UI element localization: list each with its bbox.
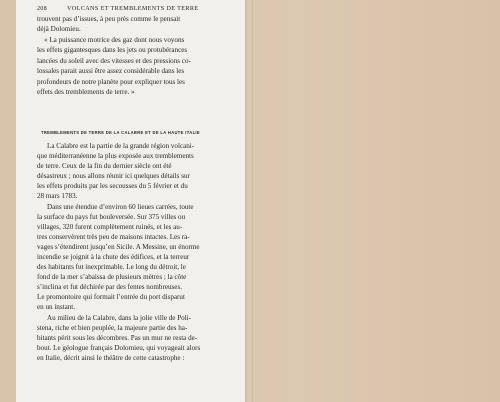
paragraph-line: 28 mars 1783. bbox=[37, 192, 78, 200]
text-line: profondeurs de notre planète pour expliquer tous les bbox=[37, 78, 185, 86]
paragraph-line: Dans une étendue d’environ 60 lieues carrées, toute bbox=[47, 203, 194, 211]
paragraph-line: s’inclina et fut déchirée par des fentes nombreuses. bbox=[37, 283, 182, 291]
running-title: VOLCANS ET TREMBLEMENTS DE TERRE bbox=[67, 5, 199, 12]
paragraph-line: que méditerranéenne la plus exposée aux tremblements bbox=[37, 152, 194, 160]
paragraph-line: incendie se joignit à la chute des édifices, et la terreur bbox=[37, 253, 190, 261]
paragraph-line: désastreux ; nous allons réunir ici quelques détails sur bbox=[37, 172, 190, 180]
paragraph-line: vages s’étendirent jusqu’en Sicile. A Messine, un énorme bbox=[37, 243, 200, 251]
text-line: lossales parait aussi être assez considérable dans les bbox=[37, 67, 185, 75]
section-heading: TREMBLEMENTS DE TERRE DE LA CALABRE ET DE LA HAUTE ITALIE bbox=[41, 130, 200, 135]
paragraph-line: bitants périt sous les décombres. Pas un mur ne resta de- bbox=[37, 334, 198, 342]
text-line: « La puissance motrice des gaz dont nous voyons bbox=[44, 36, 185, 44]
paragraph-line: de terre. Ceux de la fin du dernier siècle ont été bbox=[37, 162, 172, 170]
paragraph-line: villages, 320 furent complètement ruinés, et les au- bbox=[37, 223, 183, 231]
page-number: 208 bbox=[37, 5, 47, 12]
scan-edge bbox=[252, 0, 253, 402]
text-line: trouvent pas d’issues, à peu près comme le pensait bbox=[37, 15, 181, 23]
paragraph-line: en Italie, décrit ainsi le théâtre de cette catastrophe : bbox=[37, 354, 185, 362]
text-line: les effets gigantesques dans les jets ou protubérances bbox=[37, 46, 188, 54]
text-line: effets des tremblements de terre. » bbox=[37, 88, 135, 96]
paragraph-line: en un instant. bbox=[37, 303, 76, 311]
paragraph-line: La Calabre est la partie de la grande région volcani- bbox=[47, 142, 195, 150]
text-line: lancées du soleil avec des vitesses et des pressions co- bbox=[37, 57, 191, 65]
paragraph-line: tres conservèrent très peu de maisons intactes. Les ra- bbox=[37, 233, 190, 241]
paragraph-line: stena, riche et bien peuplée, la majeure partie des ha- bbox=[37, 324, 188, 332]
paragraph-line: Le promontoire qui formait l’entrée du port disparut bbox=[37, 293, 185, 301]
paragraph-line: fond de la mer s’abaissa de plusieurs mètres ; la côte bbox=[37, 273, 187, 281]
paragraph-line: les effets produits par les secousses du 5 février et du bbox=[37, 182, 188, 190]
printed-page bbox=[16, 0, 245, 402]
paragraph-line: bout. Le géologue français Dolomieu, qui voyageait alors bbox=[37, 344, 201, 352]
paragraph-line: Au milieu de la Calabre, dans la jolie ville de Poli- bbox=[47, 314, 192, 322]
text-line: déjà Dolomieu. bbox=[37, 25, 81, 33]
paragraph-line: des habitants fut inexprimable. Le long du détroit, le bbox=[37, 263, 186, 271]
paragraph-line: la surface du pays fut bouleversée. Sur 375 villes ou bbox=[37, 213, 186, 221]
